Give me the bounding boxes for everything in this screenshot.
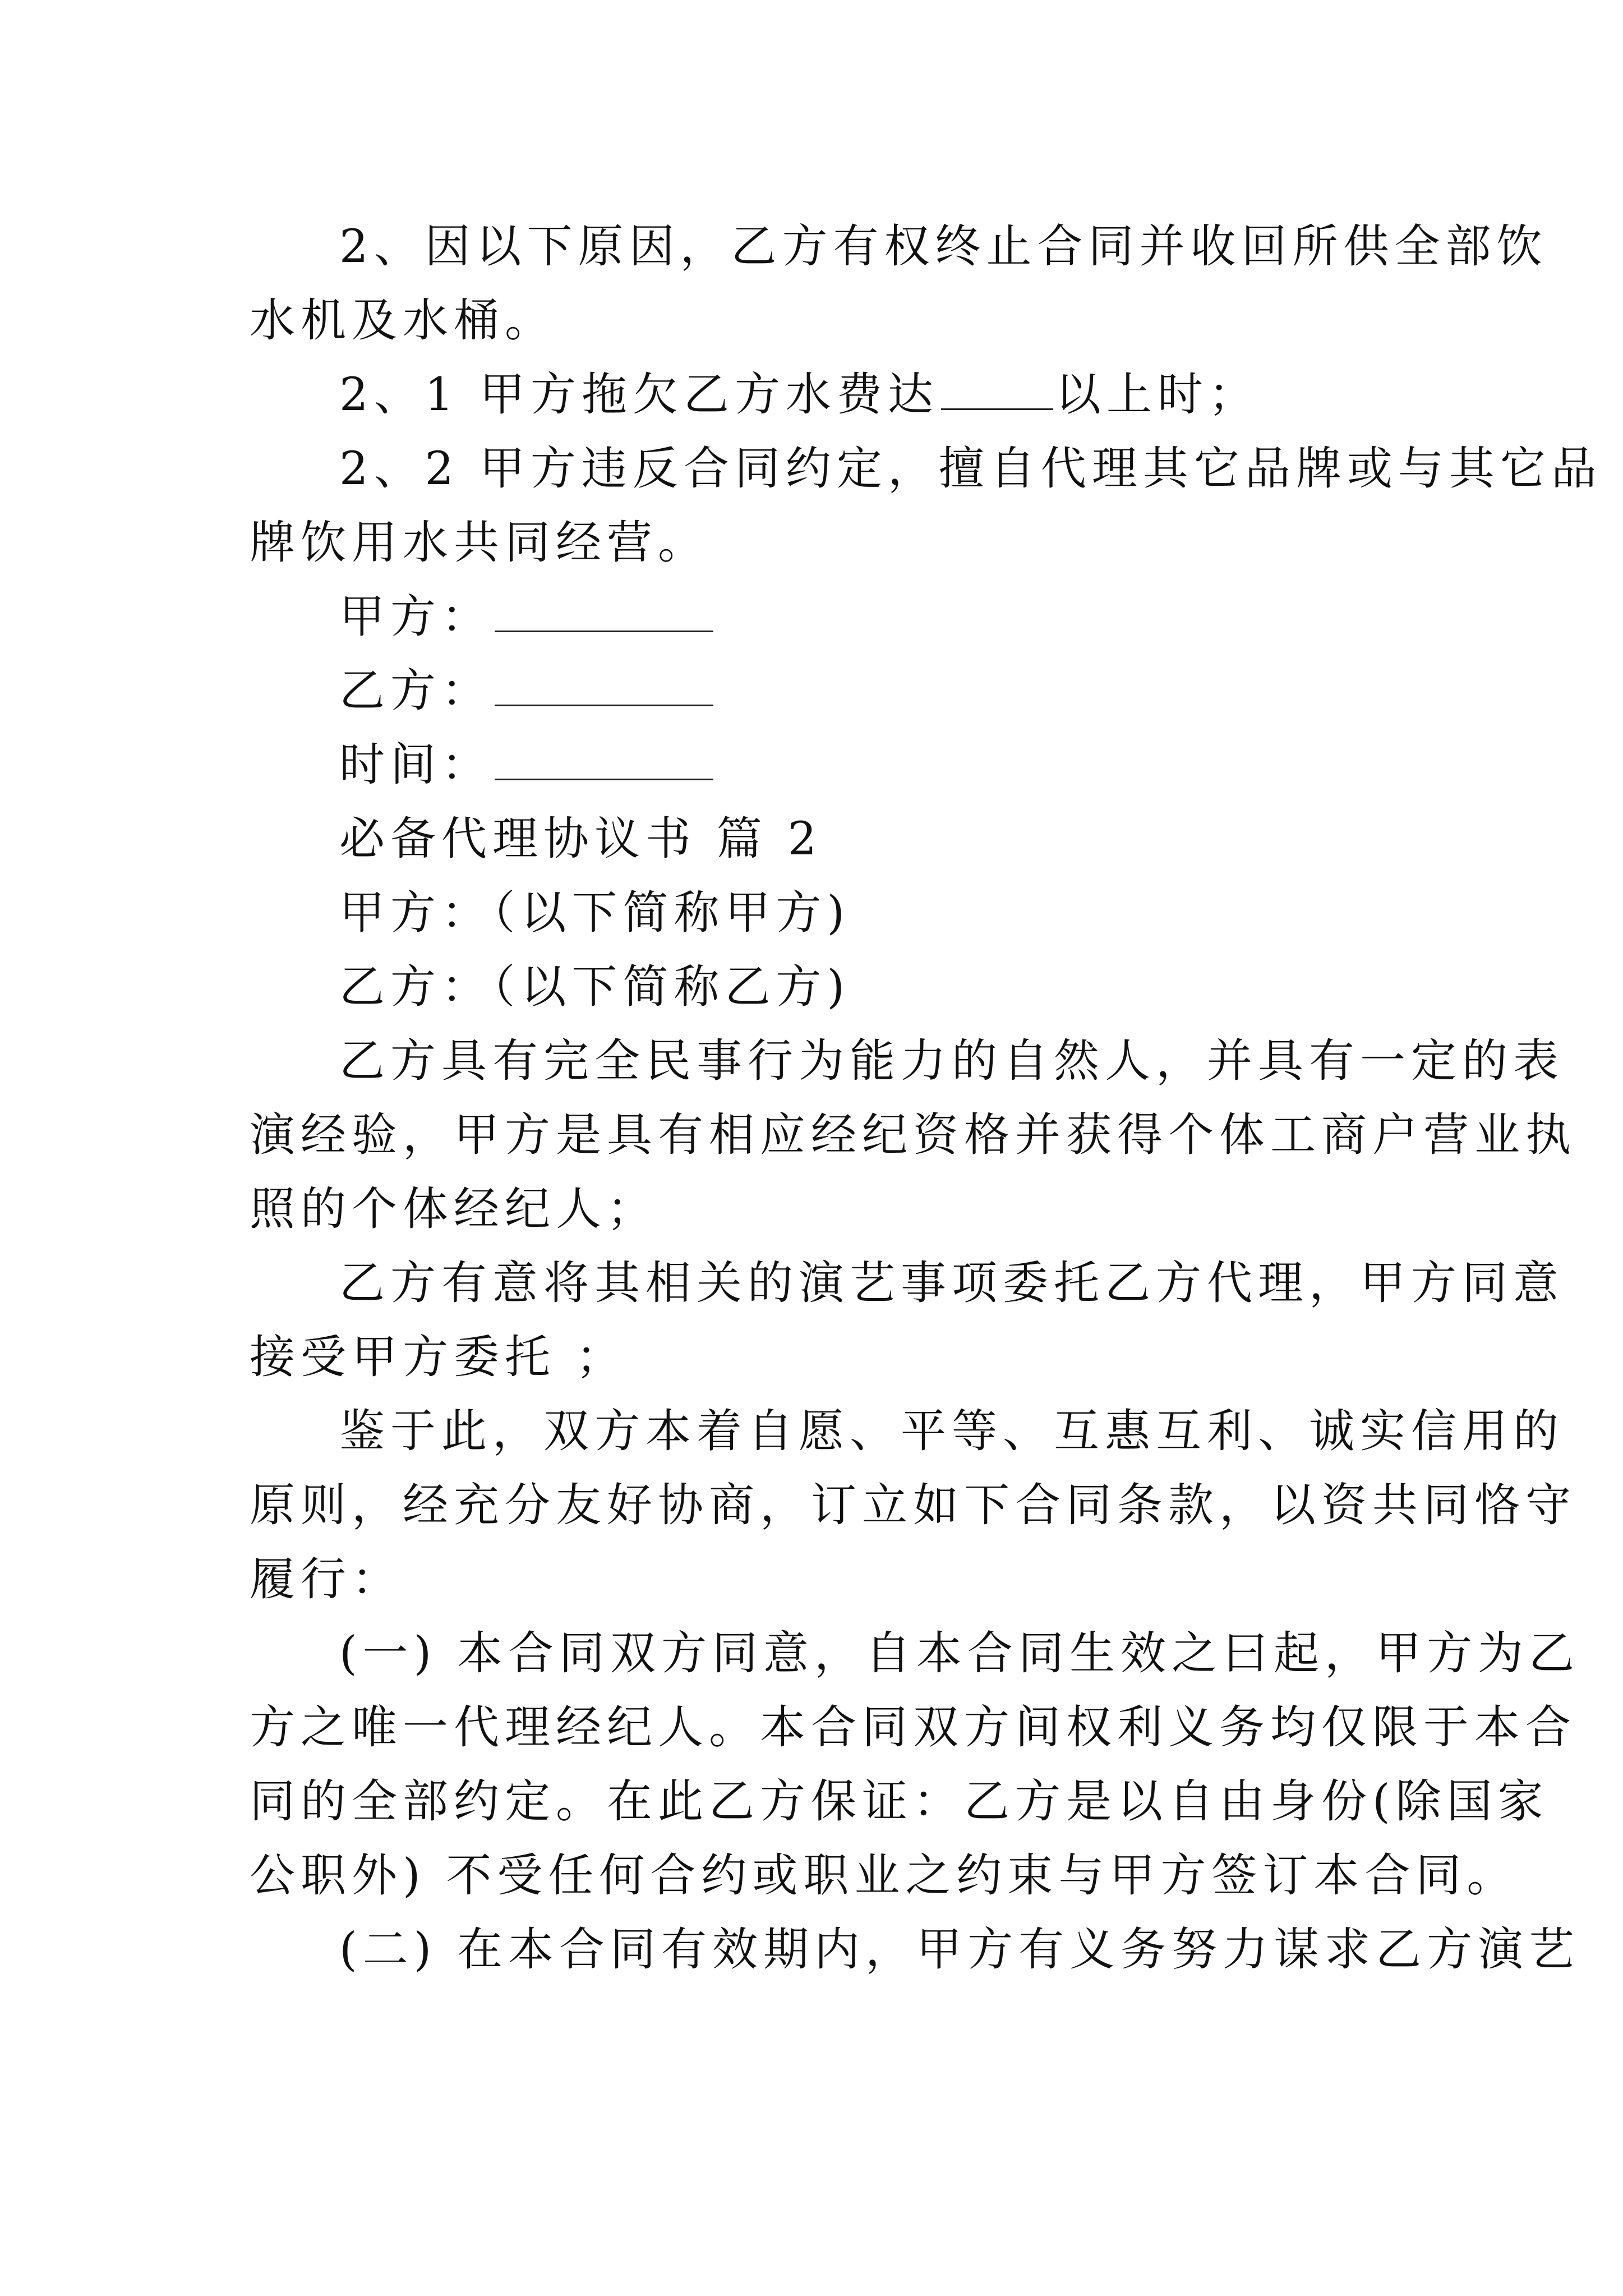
signature-time-blank [495, 739, 713, 780]
recital-3-line-3: 履行： [250, 1553, 403, 1606]
article-1-line-3: 同的全部约定。在此乙方保证：乙方是以自由身份(除国家 [250, 1775, 1549, 1828]
article-1-line-4: 公职外) 不受任何合约或职业之约束与甲方签订本合同。 [250, 1849, 1518, 1902]
recital-1-line-3: 照的个体经纪人； [250, 1183, 658, 1236]
recital-1-line-1: 乙方具有完全民事行为能力的自然人，并具有一定的表 [339, 1035, 1565, 1088]
clause-2-1 [339, 367, 1260, 423]
recital-1-line-2: 演经验，甲方是具有相应经纪资格并获得个体工商户营业执 [250, 1109, 1577, 1162]
article-1-line-1: (一) 本合同双方同意，自本合同生效之曰起，甲方为乙 [339, 1627, 1580, 1680]
article-2-line-1: (二) 在本合同有效期内，甲方有义务努力谋求乙方演艺 [339, 1924, 1580, 1976]
section-title: 必备代理协议书 篇 2 [339, 813, 823, 866]
party-a-definition: 甲方：（以下简称甲方) [339, 887, 851, 940]
clause-2-1-prefix: 2、1 甲方拖欠乙方水费达 [339, 369, 939, 421]
signature-party-b [339, 663, 716, 719]
signature-time-label: 时间： [339, 739, 493, 792]
party-b-definition: 乙方：（以下简称乙方) [339, 961, 851, 1014]
article-1-line-2: 方之唯一代理经纪人。本合同双方间权利义务均仅限于本合 [250, 1701, 1577, 1754]
recital-3-line-1: 鉴于此，双方本着自愿、平等、互惠互利、诚实信用的 [339, 1405, 1565, 1458]
paragraph-termination-line-1: 2、因以下原因，乙方有权终止合同并收回所供全部饮 [339, 220, 1548, 273]
paragraph-termination-line-2: 水机及水桶。 [250, 295, 556, 347]
clause-2-2-line-1: 2、2 甲方违反合同约定，擅自代理其它品牌或与其它品 [339, 443, 1602, 495]
signature-time [339, 737, 716, 793]
amount-blank [941, 369, 1053, 410]
signature-party-a [339, 589, 716, 645]
clause-2-2-line-2: 牌饮用水共同经营。 [250, 517, 709, 569]
recital-2-line-1: 乙方有意将其相关的演艺事项委托乙方代理，甲方同意 [339, 1257, 1565, 1310]
recital-2-line-2: 接受甲方委托 ； [250, 1331, 627, 1384]
signature-party-a-blank [495, 591, 713, 632]
signature-party-b-label: 乙方： [339, 665, 493, 717]
signature-party-a-label: 甲方： [339, 591, 493, 643]
signature-party-b-blank [495, 665, 713, 706]
clause-2-1-suffix: 以上时； [1055, 369, 1260, 421]
recital-3-line-2: 原则，经充分友好协商，订立如下合同条款，以资共同恪守 [250, 1479, 1577, 1532]
